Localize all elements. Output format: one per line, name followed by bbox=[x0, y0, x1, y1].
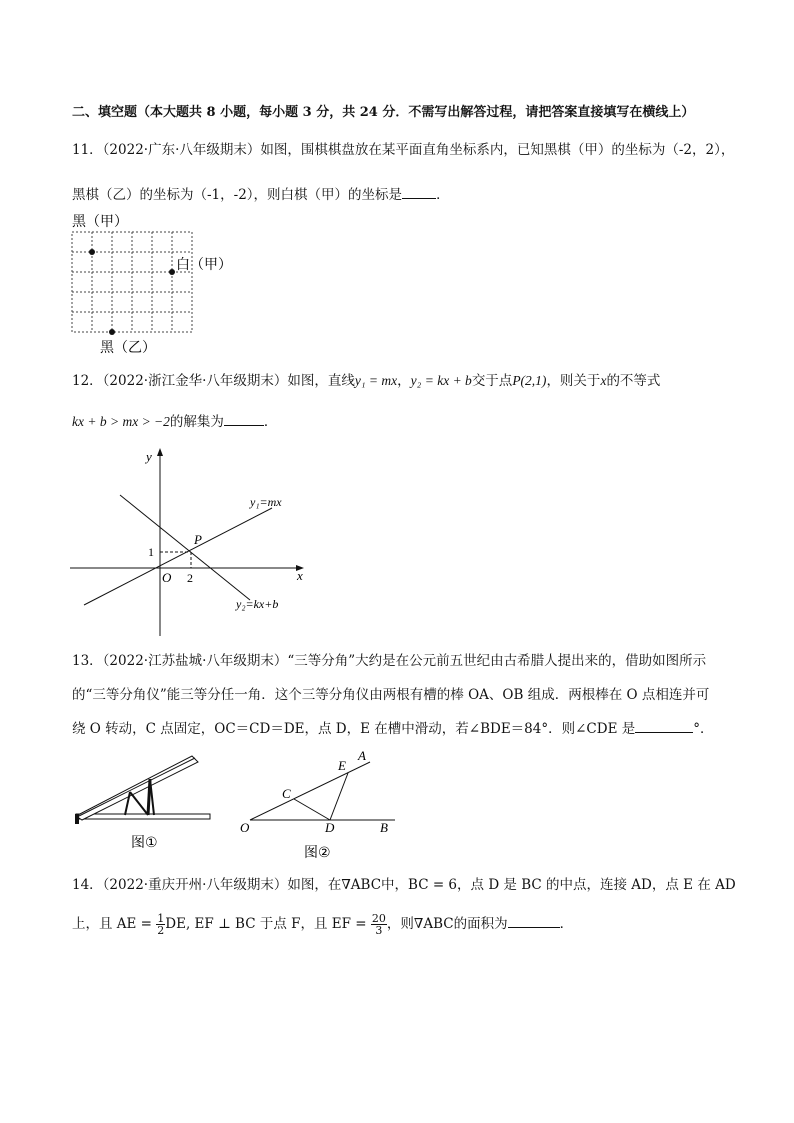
black-stone-yi bbox=[109, 329, 115, 335]
q14-fraction-half bbox=[156, 913, 165, 936]
q12-line2-text: 的解集为 bbox=[169, 414, 224, 430]
segment-cd bbox=[294, 799, 330, 820]
label-d: D bbox=[325, 820, 335, 835]
label-a: A bbox=[358, 748, 366, 763]
trisector-diagram-figure bbox=[230, 748, 420, 866]
label-black-yi: 黑（乙） bbox=[100, 340, 156, 356]
q12-graph bbox=[60, 440, 320, 640]
x-axis-label: x bbox=[297, 568, 303, 583]
q14-line1: 14．（2022·重庆开州·八年级期末）如图，在∇ABC中，BC = 6，点 D 是 BC 的中点，连接 AD，点 E 在 AD bbox=[72, 877, 736, 893]
fig2-caption: 图② bbox=[304, 845, 331, 861]
frac1-num: 1 bbox=[157, 912, 165, 925]
go-board-grid bbox=[72, 232, 192, 332]
white-stone-jia bbox=[169, 269, 175, 275]
point-p-label: P bbox=[194, 532, 202, 547]
q12-inequality: kx + b > mx > −2 bbox=[72, 414, 170, 429]
line-y1 bbox=[84, 508, 272, 605]
origin-label: O bbox=[162, 570, 172, 585]
q13-line3 bbox=[72, 719, 713, 738]
q12-answer-blank[interactable] bbox=[224, 412, 264, 426]
upper-rod-slot bbox=[79, 758, 195, 816]
label-black-jia: 黑（甲） bbox=[72, 214, 128, 230]
q11-answer-blank[interactable] bbox=[402, 185, 436, 199]
link-2 bbox=[130, 792, 148, 815]
q11-line1: 11．（2022·广东·八年级期末）如图，围棋棋盘放在某平面直角坐标系内，已知黑棋（甲）的坐标为（-2，2）， bbox=[72, 142, 735, 158]
q13-line3-text: 绕 O 转动，C 点固定，OC＝CD＝DE，点 D，E 在槽中滑动，若∠BDE＝84°．则∠CDE 是 bbox=[72, 721, 636, 737]
q13-answer-blank[interactable] bbox=[635, 719, 693, 733]
q11-line2-end: ． bbox=[436, 187, 450, 203]
go-board-figure bbox=[60, 210, 260, 360]
y-axis-arrow bbox=[157, 448, 163, 456]
q14-l2-c: ，则∇ABC的面积为 bbox=[386, 916, 508, 932]
trisector-photo-figure bbox=[70, 752, 215, 857]
label-c: C bbox=[282, 786, 291, 801]
frac1-den: 2 bbox=[157, 924, 165, 937]
tick-1-label: 1 bbox=[148, 545, 154, 559]
q12-y2: y₂ = kx + b bbox=[410, 373, 472, 388]
q14-l2-a: 上，且 AE = bbox=[72, 916, 152, 932]
q12-comma: ， bbox=[397, 373, 411, 389]
q12-mid: 交于点 bbox=[471, 373, 513, 389]
base-rod bbox=[76, 814, 210, 819]
q11-line2-text: 黑棋（乙）的坐标为（-1，-2），则白棋（甲）的坐标是 bbox=[72, 187, 403, 203]
section-heading: 二、填空题（本大题共 8 小题，每小题 3 分，共 24 分．不需写出解答过程，请把答案直接填写在横线上） bbox=[72, 105, 695, 120]
q11-line2 bbox=[72, 185, 450, 204]
label-e: E bbox=[338, 758, 346, 773]
q13-line1: 13．（2022·江苏盐城·八年级期末）“三等分角”大约是在公元前五世纪由古希腊人提出来的，借助如图所示 bbox=[72, 653, 707, 669]
q12-y1: y₁ = mx bbox=[354, 373, 398, 388]
q12-prefix: 12．（2022·浙江金华·八年级期末）如图，直线 bbox=[72, 373, 355, 389]
frac2-num: 20 bbox=[371, 912, 386, 925]
black-stone-jia bbox=[89, 249, 95, 255]
q13-line2: 的“三等分角仪”能三等分任一角．这个三等分角仪由两根有槽的棒 OA、OB 组成．两根棒在 O 点相连并可 bbox=[72, 687, 710, 703]
q14-fraction-ef bbox=[371, 913, 387, 936]
q12-point: P(2,1) bbox=[512, 373, 547, 388]
pivot bbox=[75, 814, 79, 824]
label-white-jia: 白（甲） bbox=[176, 257, 232, 273]
y-axis-label: y bbox=[146, 449, 152, 464]
q12-end: ． bbox=[263, 414, 278, 430]
q12-var: x bbox=[600, 373, 607, 388]
q12-line1 bbox=[72, 372, 660, 390]
q14-answer-blank[interactable] bbox=[508, 914, 560, 928]
q12-line2 bbox=[72, 412, 277, 431]
y2-label: y₂=kx+b bbox=[236, 597, 279, 611]
tick-2-label: 2 bbox=[187, 571, 193, 585]
q12-suffix: ，则关于 bbox=[546, 373, 601, 389]
fig1-caption: 图① bbox=[131, 835, 158, 851]
q14-line2 bbox=[72, 913, 573, 936]
y1-label: y₁=mx bbox=[250, 495, 282, 509]
label-b: B bbox=[380, 820, 388, 835]
label-o: O bbox=[240, 820, 250, 835]
q13-line3-end: °． bbox=[693, 721, 714, 737]
q14-l2-b: DE, EF ⊥ BC 于点 F，且 EF = bbox=[165, 916, 367, 932]
q14-l2-d: ． bbox=[559, 916, 574, 932]
ray-oa bbox=[250, 762, 370, 820]
q12-suffix2: 的不等式 bbox=[606, 373, 661, 389]
line-y2 bbox=[120, 495, 250, 600]
frac2-den: 3 bbox=[375, 924, 383, 937]
